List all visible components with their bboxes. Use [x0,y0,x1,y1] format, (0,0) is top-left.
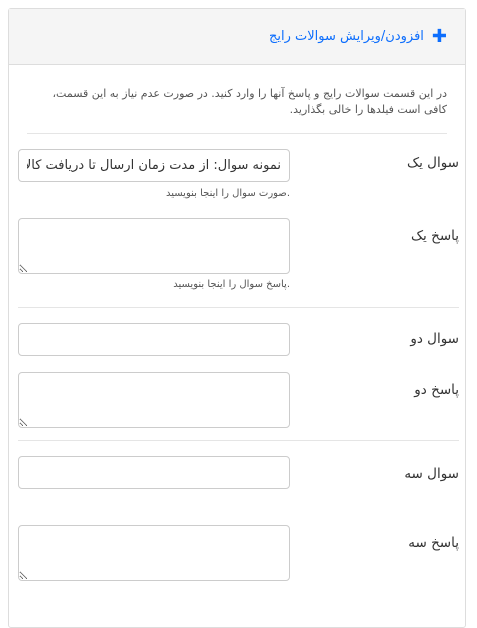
answer-1-help: پاسخ سوال را اینجا بنویسید. [173,279,290,290]
question-2-label: سوال دو [410,331,459,347]
answer-3-label: پاسخ سه [408,535,459,551]
answer-2-label: پاسخ دو [414,382,459,398]
plus-icon[interactable]: ✚ [431,25,447,47]
question-1-label: سوال یک [407,155,459,171]
faq-heading-link[interactable]: افزودن/ویرایش سوالات رایج [269,29,424,44]
divider-2 [18,440,459,441]
divider-1 [18,307,459,308]
panel-body [9,86,465,134]
question-2-input[interactable] [18,323,290,356]
intro-text: در این قسمت سوالات رایج و پاسخ آنها را وارد کنید. در صورت عدم نیاز به این قسمت، کافی است فیلدها را خالی بگذارید. [27,86,447,134]
panel-heading[interactable] [9,9,465,65]
answer-1-textarea[interactable] [18,218,290,274]
question-3-label: سوال سه [404,466,459,482]
answer-1-label: پاسخ یک [410,228,459,244]
question-1-help: صورت سوال را اینجا بنویسید. [165,188,290,199]
question-3-input[interactable] [18,456,290,489]
answer-3-textarea[interactable] [18,525,290,581]
question-1-input[interactable] [18,149,290,182]
answer-2-textarea[interactable] [18,372,290,428]
